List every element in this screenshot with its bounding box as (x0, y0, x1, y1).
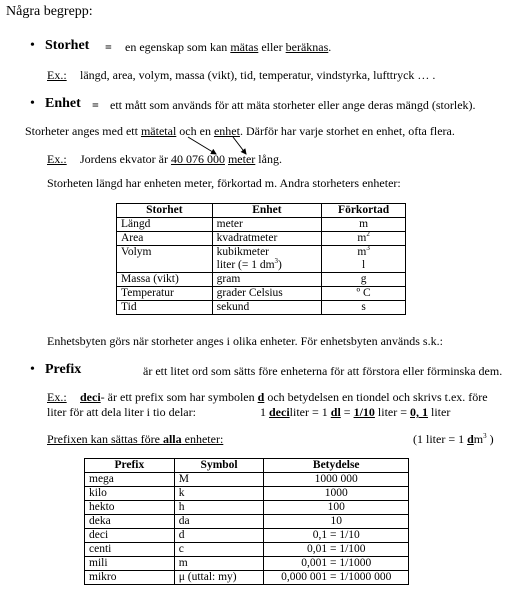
bullet-prefix: • (30, 362, 35, 377)
cell-betydelse: 0,1 = 1/10 (264, 529, 409, 543)
cell-prefix: mikro (85, 571, 175, 585)
example-deci-formula: 1 deciliter = 1 dl = 1/10 liter = 0, 1 liter (260, 405, 451, 419)
cell-enhet: liter (= 1 $dm^3$) (212, 259, 322, 273)
prefix-table (84, 458, 409, 585)
definition-prefix: är ett litet ord som sätts före enheterna för att förstora eller förminska dem. (143, 364, 503, 378)
cell-prefix: centi (85, 543, 175, 557)
bullet-storhet: • (30, 38, 35, 53)
header-storhet: Storhet (117, 204, 213, 218)
cell-betydelse: 100 (264, 501, 409, 515)
table-row (85, 571, 409, 585)
cell-forkortad: º C (322, 287, 406, 301)
example-text-enhet: Jordens ekvator är 40 076 000 meter lång. (80, 152, 282, 166)
cell-betydelse: 0,001 = 1/1000 (264, 557, 409, 571)
cell-betydelse: 10 (264, 515, 409, 529)
cell-forkortad: $m^3$ (322, 246, 406, 260)
cell-forkortad: g (322, 273, 406, 287)
text-storheter-anges: Storheter anges med ett mätetal och en enhet. Därför har varje storhet en enhet, ofta flera. (25, 124, 455, 138)
cell-prefix: deci (85, 529, 175, 543)
cell-forkortad: s (322, 301, 406, 315)
table-row (85, 529, 409, 543)
cell-enhet: grader Celsius (212, 287, 322, 301)
cell-storhet: Tid (117, 301, 213, 315)
table-row (85, 473, 409, 487)
example-deci-line2: liter för att dela liter i tio delar: (47, 405, 196, 419)
cell-enhet: kvadratmeter (212, 232, 322, 246)
cell-enhet: gram (212, 273, 322, 287)
cell-storhet: Längd (117, 218, 213, 232)
term-enhet: Enhet (45, 96, 81, 111)
table-row (85, 543, 409, 557)
term-prefix: Prefix (45, 362, 82, 377)
equals-storhet: = (105, 40, 112, 54)
header-betydelse: Betydelse (264, 459, 409, 473)
bullet-enhet: • (30, 96, 35, 111)
table-row (85, 501, 409, 515)
table-row (117, 287, 406, 301)
cell-forkortad: m (322, 218, 406, 232)
cell-prefix: deka (85, 515, 175, 529)
cell-symbol: k (174, 487, 264, 501)
units-table (116, 203, 406, 315)
table-row (117, 259, 406, 273)
term-storhet: Storhet (45, 38, 90, 53)
table-row (85, 487, 409, 501)
cell-prefix: mega (85, 473, 175, 487)
cell-enhet: meter (212, 218, 322, 232)
cell-betydelse: 0,000 001 = 1/1000 000 (264, 571, 409, 585)
example-label-storhet: Ex.: (47, 68, 67, 82)
text-prefix-alla: Prefixen kan sättas före alla enheter: (47, 432, 224, 446)
cell-symbol: d (174, 529, 264, 543)
cell-symbol: m (174, 557, 264, 571)
example-text-storhet: längd, area, volym, massa (vikt), tid, temperatur, vindstyrka, lufttryck … . (80, 68, 436, 82)
cell-prefix: hekto (85, 501, 175, 515)
cell-betydelse: 0,01 = 1/100 (264, 543, 409, 557)
cell-prefix: kilo (85, 487, 175, 501)
cell-symbol: da (174, 515, 264, 529)
cell-prefix: mili (85, 557, 175, 571)
cell-betydelse: 1000 (264, 487, 409, 501)
equals-enhet: = (92, 98, 99, 112)
cell-storhet: Area (117, 232, 213, 246)
prefix-table-header (85, 459, 409, 473)
table-row (117, 273, 406, 287)
table-row (85, 515, 409, 529)
cell-storhet: Volym (117, 246, 213, 260)
header-prefix: Prefix (85, 459, 175, 473)
cell-storhet: Massa (vikt) (117, 273, 213, 287)
definition-storhet: en egenskap som kan mätas eller beräknas. (125, 40, 332, 54)
units-table-header (117, 204, 406, 218)
table-row (117, 246, 406, 260)
table-row (117, 232, 406, 246)
page-heading: Några begrepp: (6, 4, 93, 19)
cell-symbol: h (174, 501, 264, 515)
cell-enhet: sekund (212, 301, 322, 315)
table-row (85, 557, 409, 571)
example-label-prefix: Ex.: (47, 390, 67, 404)
cell-enhet: kubikmeter (212, 246, 322, 260)
table-row (117, 218, 406, 232)
cell-storhet (117, 259, 213, 273)
table-row (117, 301, 406, 315)
cell-storhet: Temperatur (117, 287, 213, 301)
cell-symbol: μ (uttal: my) (174, 571, 264, 585)
header-symbol: Symbol (174, 459, 264, 473)
example-label-enhet: Ex.: (47, 152, 67, 166)
header-forkortad: Förkortad (322, 204, 406, 218)
cell-betydelse: 1000 000 (264, 473, 409, 487)
cell-forkortad: l (322, 259, 406, 273)
text-langd-enhet: Storheten längd har enheten meter, förkortad m. Andra storheters enheter: (47, 176, 401, 190)
text-enhetsbyten: Enhetsbyten görs när storheter anges i olika enheter. För enhetsbyten används s.k.: (47, 334, 443, 348)
cell-forkortad: $m^2$ (322, 232, 406, 246)
definition-enhet: ett mått som används för att mäta storheter eller ange deras mängd (storlek). (110, 98, 476, 112)
cell-symbol: M (174, 473, 264, 487)
cell-symbol: c (174, 543, 264, 557)
header-enhet: Enhet (212, 204, 322, 218)
example-deci-line1: deci- är ett prefix som har symbolen d och betydelsen en tiondel och skrivs t.ex. före (80, 390, 488, 404)
text-liter-dm3: (1 liter = 1 $dm^3$ ) (413, 432, 494, 446)
